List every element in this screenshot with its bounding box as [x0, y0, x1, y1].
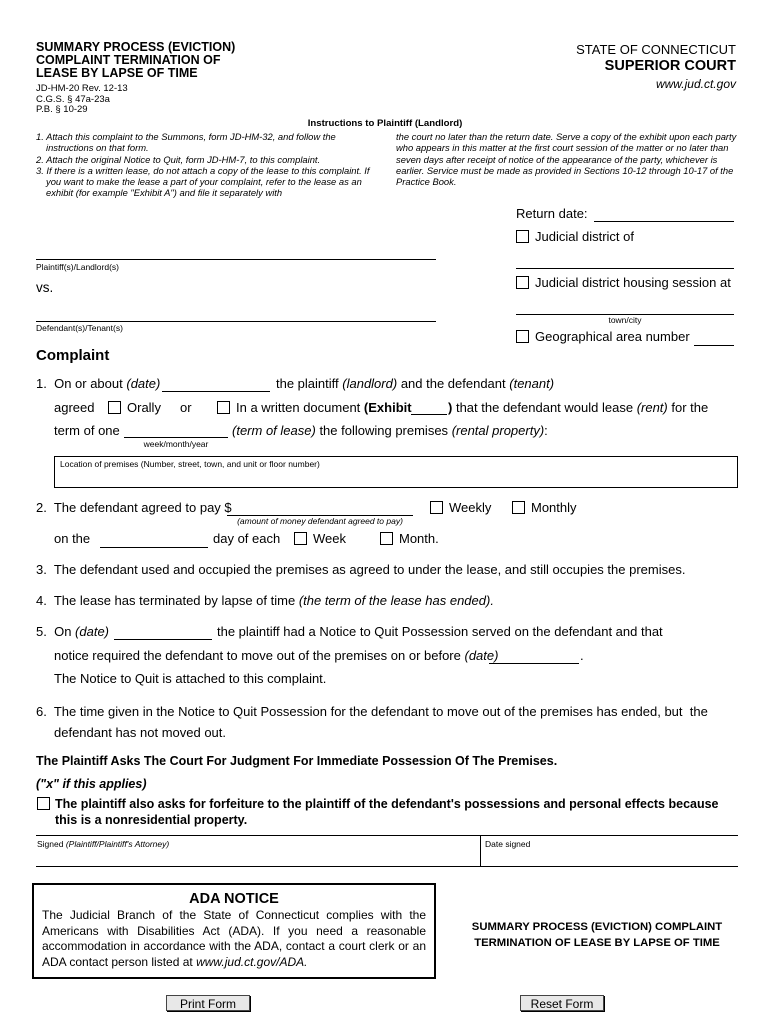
p1-lease-line — [448, 400, 708, 415]
p2-text: The defendant agreed to pay $ — [53, 500, 232, 515]
p5-period: . — [580, 648, 584, 663]
p2-day-of-each: day of each — [213, 531, 281, 546]
p1-exhibit-close: ) — [448, 400, 453, 415]
ada-body-text: The Judicial Branch of the State of Connecticut complies with the Americans with Disabilities Act (ADA). If you need a reasonable accommodation in accordance with the ADA, contact a court clerk or an ADA contact person listed at — [42, 908, 426, 969]
p1-agreed: agreed — [54, 400, 95, 415]
ada-link[interactable]: www.jud.ct.gov/ADA. — [196, 954, 308, 969]
p1-and-defendant: and the defendant — [400, 376, 506, 391]
paragraph-4 — [36, 593, 494, 608]
p1-date-label: (date) — [126, 376, 161, 391]
form-title-line-3: LEASE BY LAPSE OF TIME — [36, 66, 198, 80]
signature-field[interactable] — [36, 836, 481, 866]
weekly-checkbox[interactable] — [430, 501, 443, 514]
p1-term-of-one: term of one — [54, 423, 120, 438]
statute-ref: C.G.S. § 47a-23a — [36, 93, 110, 105]
defendant-label: Defendant(s)/Tenant(s) — [36, 323, 123, 333]
judicial-district-label: Judicial district of — [535, 229, 634, 244]
week-checkbox[interactable] — [294, 532, 307, 545]
p5-date-label: (date) — [75, 624, 110, 639]
housing-session-label: Judicial district housing session at — [535, 275, 731, 290]
p1-following: the following premises — [319, 423, 449, 438]
plaintiff-field[interactable] — [36, 259, 436, 260]
notice-served-date-field[interactable] — [114, 639, 212, 640]
paragraph-3: 3. The defendant used and occupied the premises as agreed to under the lease, and still occupies the premises. — [36, 562, 686, 577]
instructions-right: the court no later than the return date. Serve a copy of the exhibit upon each party who appears in this matter at the first court session of the matter or no later than seven days after receipt of notice of the appearance of the party, whichever is earlier. Service must be made as provided in Sections 10-12 through 10-17 of the Practice Book. — [396, 131, 737, 188]
p5-attached: The Notice to Quit is attached to this complaint. — [54, 671, 327, 686]
written-document-checkbox[interactable] — [217, 401, 230, 414]
p1-orally: Orally — [127, 400, 161, 415]
p1-or: or — [180, 400, 192, 415]
payment-day-field[interactable] — [100, 547, 208, 548]
housing-session-checkbox[interactable] — [516, 276, 529, 289]
forfeiture-checkbox[interactable] — [37, 797, 50, 810]
p5-text: the plaintiff had a Notice to Quit Possession served on the defendant and that — [217, 624, 663, 639]
form-title — [36, 41, 235, 80]
p1-term-of-lease: (term of lease) — [232, 423, 316, 438]
p2-num: 2. — [36, 500, 47, 515]
ada-notice-title: ADA NOTICE — [189, 891, 279, 907]
ada-notice-box — [32, 883, 436, 979]
court-name: SUPERIOR COURT — [604, 58, 736, 74]
paragraph-5-line-1 — [36, 624, 109, 639]
p5-on: On — [54, 624, 72, 639]
p2-monthly: Monthly — [531, 500, 577, 515]
p5-num: 5. — [36, 624, 47, 639]
p2-weekly: Weekly — [449, 500, 492, 515]
complaint-heading: Complaint — [36, 347, 110, 364]
plaintiff-label — [36, 262, 119, 272]
geographical-area-field[interactable] — [694, 345, 734, 346]
court-website: www.jud.ct.gov — [655, 77, 736, 91]
signed-text: Signed — [37, 839, 64, 849]
paragraph-6-line-1: 6. The time given in the Notice to Quit Possession for the defendant to move out of the premises has ended, but the — [36, 704, 708, 719]
paragraph-5-line-2 — [54, 648, 498, 663]
p1-colon: : — [544, 423, 548, 438]
footer-title-line-1: SUMMARY PROCESS (EVICTION) COMPLAINT — [471, 921, 723, 933]
p1-tenant: (tenant) — [509, 376, 555, 391]
location-of-premises-field[interactable] — [54, 456, 738, 488]
p1-written-line — [236, 400, 412, 415]
date-signed-field[interactable] — [481, 836, 738, 866]
paragraph-1-line-1 — [36, 376, 160, 391]
ada-notice-body — [34, 907, 434, 970]
instruction-2: 2. Attach the original Notice to Quit, form JD-HM-7, to this complaint. — [36, 153, 321, 165]
term-field[interactable] — [124, 437, 228, 438]
signature-row — [36, 835, 738, 867]
p1-for-the: for the — [671, 400, 709, 415]
paragraph-2-text — [36, 500, 232, 515]
return-date-field[interactable] — [594, 221, 734, 222]
town-city-caption: town/city — [608, 315, 642, 325]
amount-caption: (amount of money defendant agreed to pay) — [237, 516, 403, 526]
instructions-left — [36, 131, 376, 199]
form-title-line-1: SUMMARY PROCESS (EVICTION) — [36, 40, 236, 54]
instruction-3: 3. If there is a written lease, do not attach a copy of the lease to this complaint. If you want to make the lease a part of your complaint, refer to the lease as an exhibit (for example "Exhibit A") and file it separately with — [36, 164, 370, 199]
form-id: JD-HM-20 Rev. 12-13 — [36, 83, 128, 94]
form-title-line-2: COMPLAINT TERMINATION OF — [36, 53, 221, 67]
judgment-heading: The Plaintiff Asks The Court For Judgment For Immediate Possession Of The Premises. — [36, 754, 558, 768]
location-of-premises-label: Location of premises (Number, street, town, and unit or floor number) — [60, 459, 320, 469]
paragraph-6-line-2: defendant has not moved out. — [54, 725, 227, 740]
forfeiture-line-2: this is a nonresidential property. — [55, 813, 248, 827]
forfeiture-text — [55, 796, 719, 828]
return-date-label: Return date: — [516, 206, 588, 221]
signed-italic: (Plaintiff/Plaintiff's Attorney) — [65, 839, 170, 849]
form-meta — [36, 84, 128, 116]
monthly-checkbox[interactable] — [512, 501, 525, 514]
p1-rental-property: (rental property) — [451, 423, 545, 438]
p2-on-the: on the — [54, 531, 91, 546]
defendant-field[interactable] — [36, 321, 436, 322]
footer-form-title — [444, 919, 750, 951]
month-checkbox[interactable] — [380, 532, 393, 545]
p2-week: Week — [313, 531, 346, 546]
p1-term-line — [232, 423, 548, 438]
p1-landlord: (landlord) — [342, 376, 398, 391]
judicial-district-checkbox[interactable] — [516, 230, 529, 243]
p2-month: Month. — [399, 531, 439, 546]
p1-written: In a written document — [236, 400, 361, 415]
footer-title-line-2: TERMINATION OF LEASE BY LAPSE OF TIME — [474, 937, 720, 949]
plaintiff-label-text: Plaintiff(s)/Landlord(s) — [36, 262, 119, 272]
judicial-district-field[interactable] — [516, 268, 734, 269]
state-name: STATE OF CONNECTICUT — [576, 42, 736, 57]
p1-rent: (rent) — [636, 400, 668, 415]
week-month-year-caption: week/month/year — [143, 439, 209, 449]
x-applies-label: ("x" if this applies) — [36, 777, 147, 791]
print-form-button[interactable]: Print Form — [166, 995, 250, 1011]
practice-book-ref: P.B. § 10-29 — [36, 104, 88, 115]
geographical-area-label: Geographical area number — [535, 329, 690, 344]
p4-italic: (the term of the lease has ended). — [298, 593, 494, 608]
versus-label: vs. — [36, 280, 54, 295]
instruction-1: 1. Attach this complaint to the Summons, form JD-HM-32, and follow the instructions on that form. — [36, 131, 336, 154]
p1-on-or-about: On or about — [54, 376, 123, 391]
p1-num: 1. — [36, 376, 47, 391]
signature-label — [37, 839, 169, 849]
geographical-area-checkbox[interactable] — [516, 330, 529, 343]
reset-form-button[interactable]: Reset Form — [520, 995, 604, 1011]
p1-exhibit: (Exhibit — [363, 400, 412, 415]
orally-checkbox[interactable] — [108, 401, 121, 414]
exhibit-field[interactable] — [411, 414, 447, 415]
p4-text: 4. The lease has terminated by lapse of time — [36, 593, 296, 608]
p1-would-lease: that the defendant would lease — [455, 400, 634, 415]
forfeiture-line-1: The plaintiff also asks for forfeiture to the plaintiff of the defendant's possessions and personal effects because — [55, 797, 719, 811]
paragraph-1-line-1b — [276, 376, 554, 391]
move-out-date-field[interactable] — [489, 663, 579, 664]
p5-date2-label: (date) — [464, 648, 499, 663]
p5-notice-required: notice required the defendant to move out of the premises on or before — [54, 648, 461, 663]
instructions-heading: Instructions to Plaintiff (Landlord) — [307, 118, 463, 129]
date-signed-label: Date signed — [485, 839, 531, 849]
p1-plaintiff: the plaintiff — [276, 376, 339, 391]
p1-date-field[interactable] — [162, 391, 270, 392]
